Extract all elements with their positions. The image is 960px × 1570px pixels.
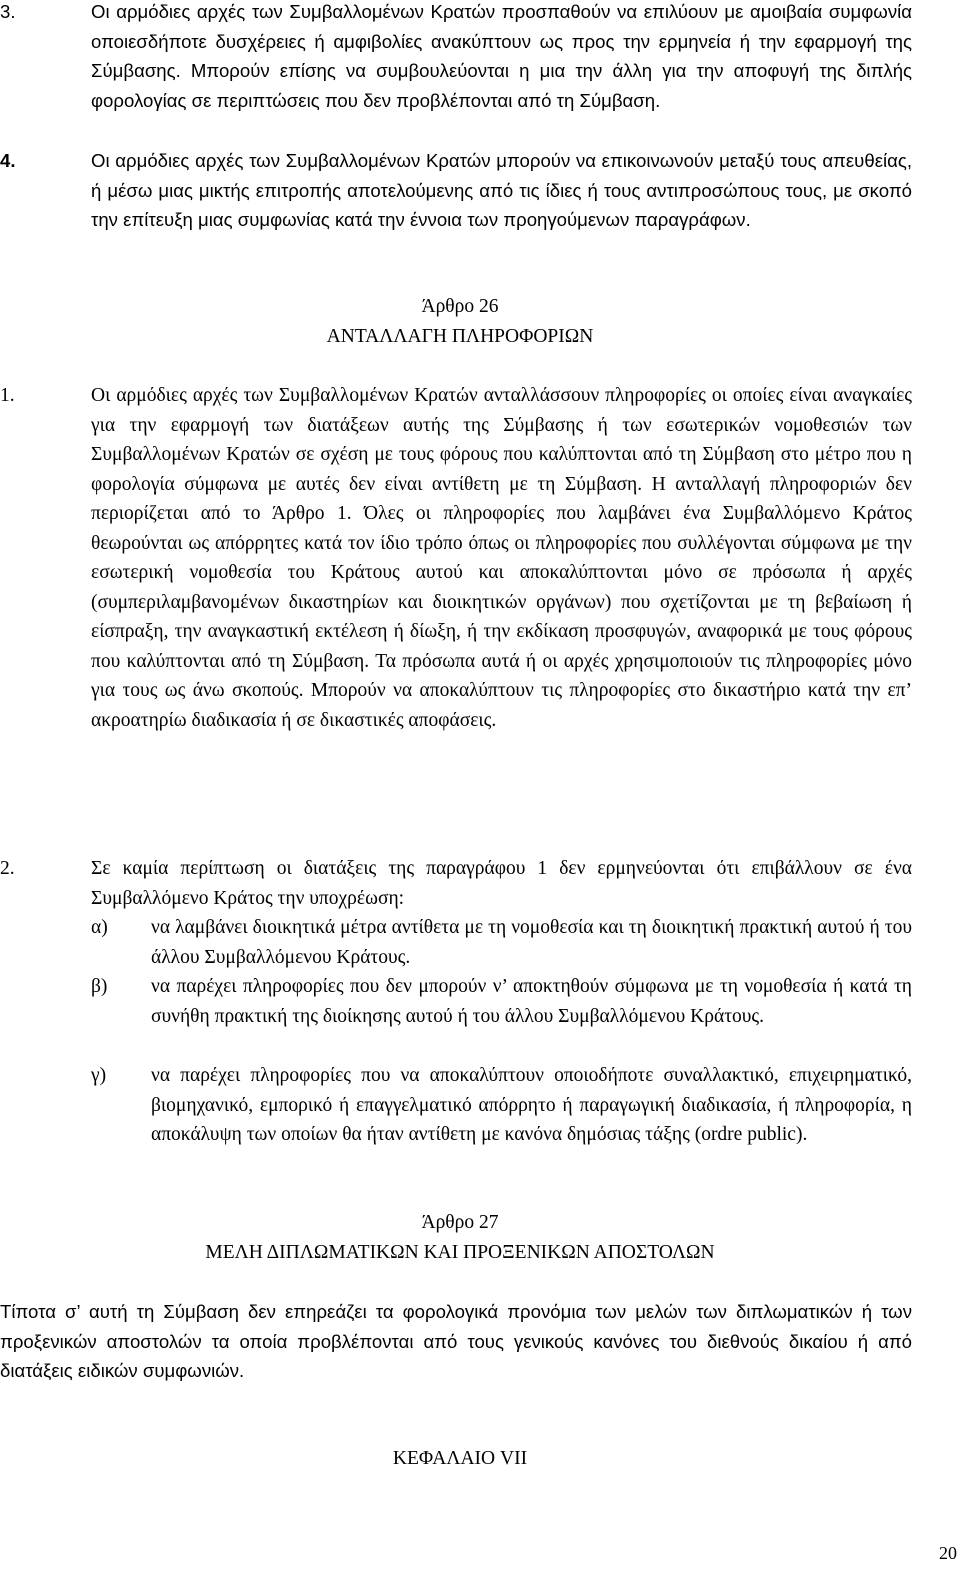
list-item-c [91,1061,912,1150]
article-27-title: ΜΕΛΗ ΔΙΠΛΩΜΑΤΙΚΩΝ ΚΑΙ ΠΡΟΞΕΝΙΚΩΝ ΑΠΟΣΤΟΛΩΝ [205,1242,715,1263]
article-26-heading: Άρθρο 26 [421,296,499,317]
paragraph-4 [0,146,912,235]
article-26-paragraph-1 [0,381,912,735]
paragraph-number: 4. [0,150,16,171]
paragraph-text: Οι αρμόδιες αρχές των Συμβαλλομένων Κρατών μπορούν να επικοινωνούν μεταξύ τους απευθείας, ή μέσω μιας μικτής επιτροπής αποτελούμενης από τις ίδιες ή τους αντιπροσώπους τους, με σκοπό την επίτευξη μιας συμφωνίας κατά την έννοια των προηγούμενων παραγράφων. [91,150,912,230]
paragraph-number: 2. [0,858,15,879]
paragraph-3 [0,0,912,115]
paragraph-number: 1. [0,385,15,406]
list-item-a [91,913,912,972]
article-27-heading: Άρθρο 27 [421,1212,499,1233]
list-item-text: να παρέχει πληροφορίες που να αποκαλύπτουν οποιοδήποτε συναλλακτικό, επιχειρηματικό, βιομηχανικό, εμπορικό ή επαγγελματικό απόρρητο ή παραγωγική διαδικασία, ή πληροφορία, η αποκάλυψη των οποίων θα ήταν αντίθετη με κανόνα δημόσιας τάξης (ordre public). [151,1065,912,1145]
article-27-text: Τίποτα σ’ αυτή τη Σύμβαση δεν επηρεάζει τα φορολογικά προνόμια των μελών των διπλωματικών ή των προξενικών αποστολών τα οποία προβλέπονται από τους γενικούς κανόνες του διεθνούς δικαίου ή από διατάξεις ειδικών συμφωνιών. [0,1301,912,1381]
list-item-text: να παρέχει πληροφορίες που δεν μπορούν ν’ αποκτηθούν σύμφωνα με τη νομοθεσία ή κατά τη συνήθη πρακτική της διοίκησης αυτού ή του άλλου Συμβαλλόμενου Κράτους. [151,976,912,1027]
list-item-label: β) [91,976,108,997]
paragraph-text: Οι αρμόδιες αρχές των Συμβαλλομένων Κρατών ανταλλάσσουν πληροφορίες οι οποίες είναι αναγκαίες για την εφαρμογή των διατάξεων αυτής της Σύμβασης ή των εσωτερικών νομοθεσιών των Συμβαλλομένων Κρατών σε σχέση με τους φόρους που καλύπτονται από τη Σύμβαση στο μέτρο που η φορολογία σύμφωνα με αυτές δεν είναι αντίθετη με τη Σύμβαση. Η ανταλλαγή πληροφοριών δεν περιορίζεται από το Άρθρο 1. Όλες οι πληροφορίες που λαμβάνει ένα Συμβαλλόμενο Κράτος θεωρούνται ως απόρρητες κατά τον ίδιο τρόπο όπως οι πληροφορίες που συλλέγονται σύμφωνα με την εσωτερική νομοθεσία του Κράτους αυτού και αποκαλύπτονται μόνο σε πρόσωπα ή αρχές (συμπεριλαμβανομένων δικαστηρίων και διοικητικών οργάνων) που σχετίζονται με τη βεβαίωση ή είσπραξη, την αναγκαστική εκτέλεση ή δίωξη, ή την εκδίκαση προσφυγών, αναφορικά με τους φόρους που καλύπτονται από τη Σύμβαση. Τα πρόσωπα αυτά ή οι αρχές χρησιμοποιούν τις πληροφορίες μόνο για τους ως άνω σκοπούς. Μπορούν να αποκαλύπτουν τις πληροφορίες στο δικαστήριο κατά την επ’ ακροατηρίω διαδικασία ή σε δικαστικές αποφάσεις. [91,385,912,731]
list-item-label: γ) [91,1065,107,1086]
list-item-label: α) [91,917,108,938]
paragraph-text: Οι αρμόδιες αρχές των Συμβαλλομένων Κρατών προσπαθούν να επιλύουν με αμοιβαία συμφωνία οποιεσδήποτε δυσχέρειες ή αμφιβολίες ανακύπτουν ως προς την ερμηνεία ή την εφαρμογή της Σύμβασης. Μπορούν επίσης να συμβουλεύονται η μια την άλλη για την αποφυγή της διπλής φορολογίας σε περιπτώσεις που δεν προβλέπονται από τη Σύμβαση. [91,1,912,111]
page-number: 20 [939,1542,957,1563]
chapter-heading: ΚΕΦΑΛΑΙΟ VII [392,1448,528,1469]
paragraph-number: 3. [0,1,16,22]
list-item-b [91,972,912,1031]
article-26-title: ΑΝΤΑΛΛΑΓΗ ΠΛΗΡΟΦΟΡΙΩΝ [326,326,594,347]
article-26-paragraph-2 [0,854,912,913]
list-item-text: να λαμβάνει διοικητικά μέτρα αντίθετα με τη νομοθεσία και τη διοικητική πρακτική αυτού ή του άλλου Συμβαλλόμενου Κράτους. [151,917,912,968]
paragraph-text: Σε καμία περίπτωση οι διατάξεις της παραγράφου 1 δεν ερμηνεύονται ότι επιβάλλουν σε ένα Συμβαλλόμενο Κράτος την υποχρέωση: [91,858,912,909]
